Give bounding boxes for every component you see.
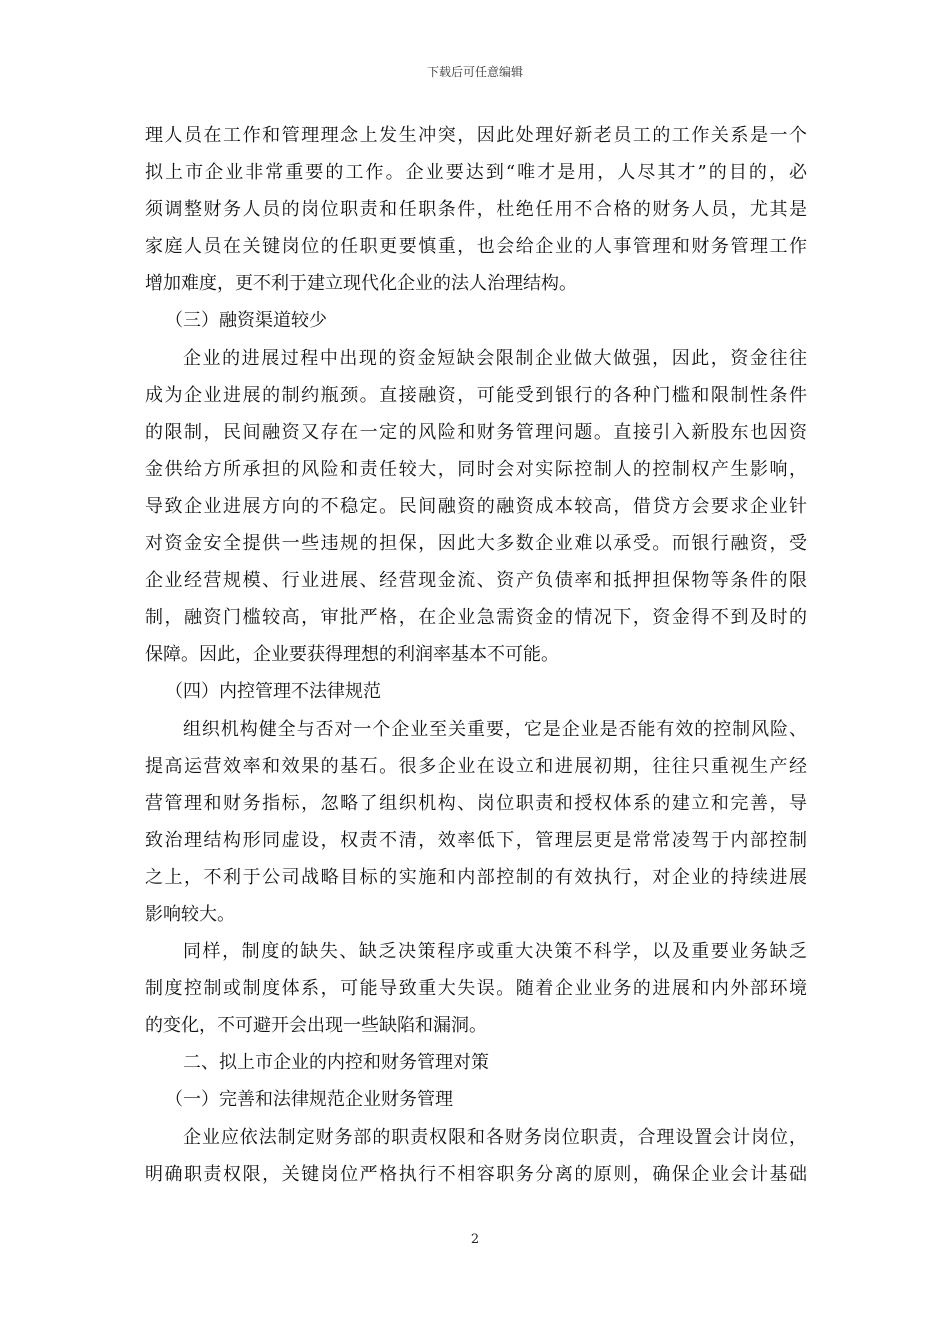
text-line: 的变化，不可避开会出现一些缺陷和漏洞。 — [145, 1015, 487, 1037]
text-line: 明确职责权限，关键岗位严格执行不相容职务分离的原则，确保企业会计基础 — [145, 1163, 807, 1185]
document-body — [145, 117, 807, 1193]
text-line: 拟上市企业非常重要的工作。企业要达到“唯才是用，人尽其才”的目的，必 — [145, 162, 807, 184]
text-line: 须调整财务人员的岗位职责和任职条件，杜绝任用不合格的财务人员，尤其是 — [145, 199, 807, 221]
section-heading: （四）内控管理不法律规范 — [165, 681, 381, 703]
text-line: 家庭人员在关键岗位的任职更要慎重，也会给企业的人事管理和财务管理工作 — [145, 236, 807, 258]
page-number: 2 — [470, 1232, 480, 1247]
text-line: 企业经营规模、行业进展、经营现金流、资产负债率和抵押担保物等条件的限 — [145, 570, 807, 592]
section-heading: （一）完善和法律规范企业财务管理 — [165, 1089, 453, 1111]
text-line: 的限制，民间融资又存在一定的风险和财务管理问题。直接引入新股东也因资 — [145, 421, 807, 443]
page-header: 下载后可任意编辑 — [426, 65, 523, 79]
text-line: 保障。因此，企业要获得理想的利润率基本不可能。 — [145, 644, 559, 666]
text-line: 导致企业进展方向的不稳定。民间融资的融资成本较高，借贷方会要求企业针 — [145, 495, 807, 517]
text-line: 致治理结构形同虚设，权责不清，效率低下，管理层更是常常凌驾于内部控制 — [145, 829, 807, 851]
text-line: 金供给方所承担的风险和责任较大，同时会对实际控制人的控制权产生影响， — [145, 458, 807, 480]
text-line: 对资金安全提供一些违规的担保，因此大多数企业难以承受。而银行融资，受 — [145, 533, 807, 555]
text-line: 之上，不利于公司战略目标的实施和内部控制的有效执行，对企业的持续进展 — [145, 866, 807, 888]
paragraph-first-line: 同样，制度的缺失、缺乏决策程序或重大决策不科学，以及重要业务缺乏 — [183, 941, 807, 963]
chapter-heading: 二、拟上市企业的内控和财务管理对策 — [183, 1052, 489, 1074]
text-line: 提高运营效率和效果的基石。很多企业在设立和进展初期，往往只重视生产经 — [145, 755, 807, 777]
text-line: 成为企业进展的制约瓶颈。直接融资，可能受到银行的各种门槛和限制性条件 — [145, 384, 807, 406]
paragraph-first-line: 企业的进展过程中出现的资金短缺会限制企业做大做强，因此，资金往往 — [183, 347, 807, 369]
text-line: 理人员在工作和管理理念上发生冲突，因此处理好新老员工的工作关系是一个 — [145, 125, 807, 146]
text-line: 制，融资门槛较高，审批严格，在企业急需资金的情况下，资金得不到及时的 — [145, 607, 807, 629]
text-line: 营管理和财务指标，忽略了组织机构、岗位职责和授权体系的建立和完善，导 — [145, 792, 807, 814]
text-line: 增加难度，更不利于建立现代化企业的法人治理结构。 — [145, 273, 577, 295]
paragraph-first-line: 企业应依法制定财务部的职责权限和各财务岗位职责，合理设置会计岗位， — [183, 1126, 807, 1148]
text-line: 影响较大。 — [145, 903, 235, 925]
text-line: 制度控制或制度体系，可能导致重大失误。随着企业业务的进展和内外部环境 — [145, 978, 807, 1000]
paragraph-first-line: 组织机构健全与否对一个企业至关重要，它是企业是否能有效的控制风险、 — [183, 718, 807, 740]
section-heading: （三）融资渠道较少 — [165, 310, 327, 332]
